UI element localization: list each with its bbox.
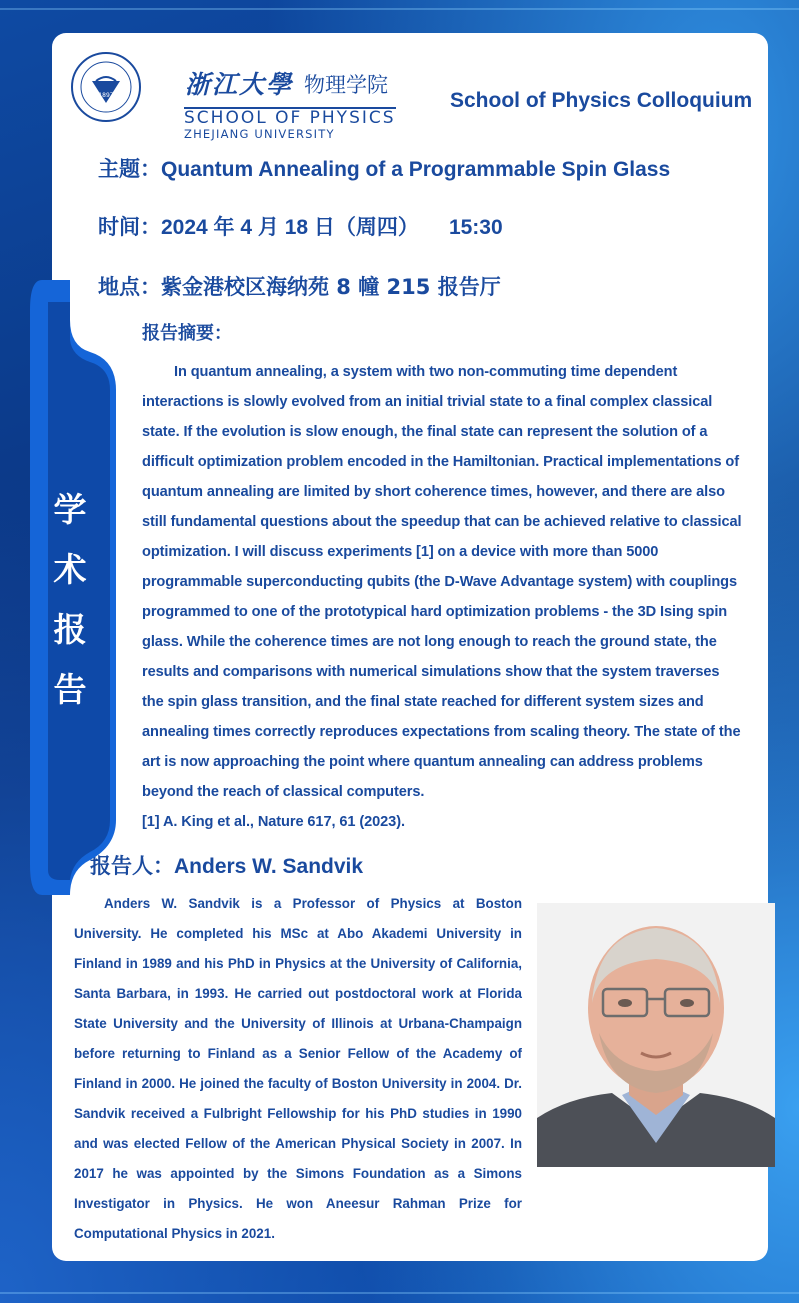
content-card (52, 33, 768, 1261)
place-label: 地点： (98, 275, 161, 299)
speaker-portrait-image (537, 903, 775, 1167)
place-line (98, 271, 501, 301)
speaker-name: Anders W. Sandvik (174, 855, 364, 878)
place-value: 紫金港校区海纳苑 8 幢 215 报告厅 (161, 275, 501, 299)
header (70, 51, 760, 141)
time-label: 时间： (98, 215, 161, 239)
speaker-label: 报告人： (90, 854, 174, 878)
school-name-cn: 物理学院 (304, 73, 388, 97)
university-name-cn: 浙江大學 (185, 70, 294, 99)
time-value: 2024 年 4 月 18 日（周四） (161, 216, 419, 239)
abstract-reference: [1] A. King et al., Nature 617, 61 (2023). (142, 814, 405, 830)
abstract-text: In quantum annealing, a system with two non-commuting time dependent interactions is slowly evolved from an initial trivial state to a final complex classical state. If the evolution is slow enough, the final state can represent the solution of a difficult optimization problem encoded in the Hamiltonian. Practical implementations of quantum annealing are limited by short coherence times, however, and there are also still fundamental questions about the speedup that can be achieved relative to classical optimization. I will discuss experiments [1] on a device with more than 5000 programmable superconducting qubits (the D-Wave Advantage system) with couplings programmed to one of the prototypical hard optimization problems - the 3D Ising spin glass. While the coherence times are not long enough to reach the ground state, the results and comparisons with numerical simulations show that the system traverses the spin glass transition, and the final state reached for different system sizes and annealing times correctly reproduces expectations from scaling theory. The state of the art is now approaching the point where quantum annealing can address problems beyond the reach of classical computers. (142, 364, 742, 800)
ribbon-char: 报 (53, 610, 87, 649)
topic-label: 主题： (98, 157, 161, 181)
ribbon-label (42, 480, 98, 720)
ribbon-char: 学 (53, 490, 87, 529)
decor-line (0, 8, 799, 10)
time-clock: 15:30 (448, 216, 503, 239)
ribbon-char: 告 (53, 670, 87, 709)
ribbon-char: 术 (53, 550, 87, 589)
speaker-bio (74, 889, 522, 1249)
svg-text:1897: 1897 (98, 92, 114, 99)
speaker-photo (537, 903, 775, 1167)
speaker-heading (90, 850, 363, 880)
school-name-en: SCHOOL OF PHYSICS (184, 108, 396, 128)
university-name-en: ZHEJIANG UNIVERSITY (184, 127, 335, 141)
topic-value: Quantum Annealing of a Programmable Spin Glass (161, 158, 671, 181)
abstract-heading: 报告摘要： (142, 323, 232, 344)
topic-line (98, 153, 670, 183)
university-seal-icon (70, 51, 142, 123)
time-line (98, 211, 503, 241)
decor-line (0, 1292, 799, 1294)
speaker-bio-text: Anders W. Sandvik is a Professor of Physics at Boston University. He completed his MSc at Abo Akademi University in Finland in 1989 and his PhD in Physics at the University of California, Santa Barbara, in 1993. He carried out postdoctoral work at Florida State University and the University of Illinois at Urbana-Champaign before returning to Finland as a Senior Fellow of the Academy of Finland in 2000. He joined the faculty of Boston University in 2004. Dr. Sandvik received a Fulbright Fellowship for his PhD studies in 1990 and was elected Fellow of the American Physical Society in 2007. In 2017 he was appointed by the Simons Foundation as a Simons Investigator in Physics. He won Aneesur Rahman Prize for Computational Physics in 2021. (74, 896, 522, 1241)
abstract-body (142, 357, 742, 837)
colloquium-title: School of Physics Colloquium (450, 89, 753, 112)
